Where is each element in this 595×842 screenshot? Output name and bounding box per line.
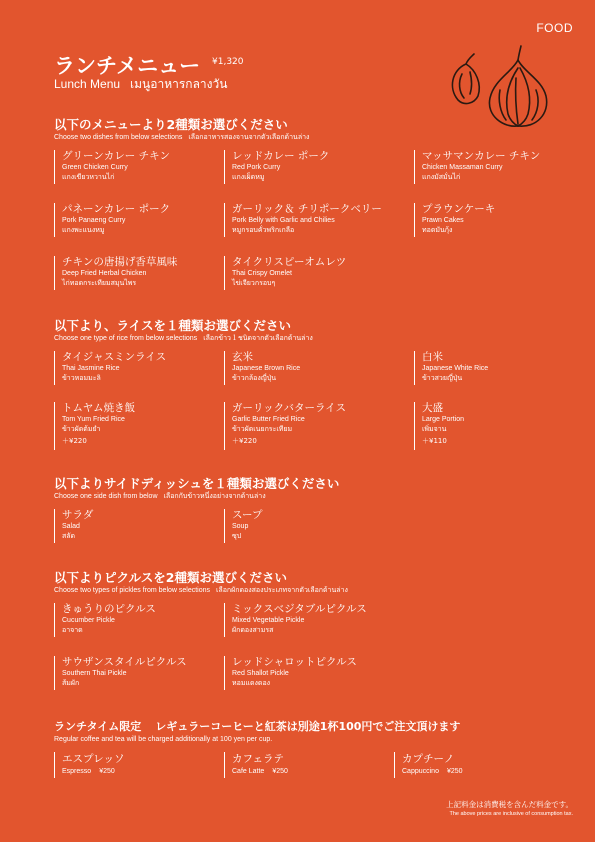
item-name-en: Japanese White Rice <box>422 365 489 372</box>
drink-price: ¥250 <box>272 768 288 775</box>
item-name-jp: レッドカレー ポーク <box>232 150 330 162</box>
drink-item[interactable] <box>224 752 288 778</box>
item-name-jp: マッサマンカレー チキン <box>422 150 541 162</box>
menu-item[interactable] <box>414 351 488 385</box>
page-title: ランチメニュー <box>54 54 201 78</box>
item-name-en: Prawn Cakes <box>422 217 464 224</box>
menu-item[interactable] <box>224 351 300 385</box>
item-name-jp: ミックスベジタブルピクルス <box>232 603 367 615</box>
subtitle-th: เมนูอาหารกลางวัน <box>130 77 228 91</box>
item-name-th: ซุป <box>232 532 242 540</box>
lunch-title-main: ランチタイム限定 <box>54 720 142 733</box>
item-name-th: ผักดองสามรส <box>232 626 274 634</box>
menu-item[interactable] <box>414 150 540 184</box>
item-name-jp: チキンの唐揚げ香草風味 <box>62 256 178 268</box>
lunch-title-note: レギュラーコーヒーと紅茶は別途1杯100円でご注文頂けます <box>155 720 461 733</box>
item-name-th: เพิ่มจาน <box>422 425 447 433</box>
subtitle <box>54 75 227 94</box>
item-name-jp: タイクリスピーオムレツ <box>232 256 347 268</box>
lunch-subtitle: Regular coffee and tea will be charged additionally at 100 yen per cup. <box>54 736 273 743</box>
item-name-en: Thai Crispy Omelet <box>232 270 292 277</box>
item-name-th: หอมแดงดอง <box>232 679 271 687</box>
drink-name-jp: カフェラテ <box>232 753 284 765</box>
subtitle-en: Choose two types of pickles from below selections <box>54 587 211 594</box>
menu-item[interactable] <box>54 603 156 637</box>
item-name-th: ข้าวผัดต้มยำ <box>62 425 101 433</box>
item-name-en: Tom Yum Fried Rice <box>62 416 125 423</box>
menu-item[interactable] <box>414 402 464 450</box>
menu-item[interactable] <box>224 656 357 690</box>
item-name-th: ข้าวหอมมะลิ <box>62 374 101 382</box>
menu-item[interactable] <box>224 509 262 543</box>
item-extra-price: ＋¥220 <box>232 437 257 445</box>
item-name-th: อาจาด <box>62 626 83 634</box>
menu-item[interactable] <box>414 203 495 237</box>
menu-item[interactable] <box>224 603 367 637</box>
tax-note-jp: 上記料金は消費税を含んだ料金です。 <box>446 800 573 809</box>
subtitle-en: Choose two dishes from below selections <box>54 134 183 141</box>
item-name-en: Pork Belly with Garlic and Chilies <box>232 217 335 224</box>
item-name-en: Mixed Vegetable Pickle <box>232 617 305 624</box>
item-name-th: แกงพะแนงหมู <box>62 226 105 234</box>
item-name-en: Cucumber Pickle <box>62 617 115 624</box>
item-name-jp: パネーンカレー ポーク <box>62 203 171 215</box>
section-title: 以下より、ライスを１種類お選びください <box>54 318 292 333</box>
item-name-en: Salad <box>62 523 80 530</box>
lunch-price: ¥1,320 <box>212 57 244 67</box>
menu-item[interactable] <box>224 402 346 450</box>
lunch-title <box>54 720 554 734</box>
item-name-th: สลัด <box>62 532 76 540</box>
item-name-jp: レッドシャロットピクルス <box>232 656 357 668</box>
item-name-jp: 白米 <box>422 351 443 363</box>
item-name-jp: スープ <box>232 509 263 521</box>
item-name-th: ส้มผัก <box>62 679 80 687</box>
item-name-en: Thai Jasmine Rice <box>62 365 120 372</box>
item-name-jp: 大盛 <box>422 402 443 414</box>
tax-note <box>446 800 573 818</box>
menu-item[interactable] <box>224 256 346 290</box>
drink-name-en: Cappuccino <box>402 768 439 775</box>
section-title: 以下のメニューより2種類お選びください <box>54 117 288 132</box>
drink-item[interactable] <box>394 752 463 778</box>
section-pickles <box>54 570 554 693</box>
menu-item[interactable] <box>54 656 187 690</box>
section-title: 以下よりサイドディッシュを１種類お選びください <box>54 476 340 491</box>
subtitle-en: Choose one type of rice from below selections <box>54 335 198 342</box>
menu-item[interactable] <box>54 402 135 450</box>
item-name-th: ไข่เจียวกรอบๆ <box>232 279 276 287</box>
menu-item[interactable] <box>54 351 166 385</box>
drink-name-jp: エスプレッソ <box>62 753 125 765</box>
subtitle-th: เลือกกับข้าวหนึ่งอย่างจากด้านล่าง <box>163 493 266 500</box>
item-name-jp: タイジャスミンライス <box>62 351 167 363</box>
section-rice <box>54 318 554 451</box>
item-name-jp: ガーリックバターライス <box>232 402 347 414</box>
subtitle-en: Lunch Menu <box>54 77 121 91</box>
item-name-en: Large Portion <box>422 416 465 423</box>
subtitle-en: Choose one side dish from below <box>54 493 158 500</box>
section-subtitle <box>54 334 554 344</box>
item-name-en: Southern Thai Pickle <box>62 670 127 677</box>
item-name-en: Pork Panaeng Curry <box>62 217 126 224</box>
item-name-en: Japanese Brown Rice <box>232 365 301 372</box>
item-name-th: ข้าวกล้องญี่ปุ่น <box>232 374 276 382</box>
item-name-en: Chicken Massaman Curry <box>422 164 503 171</box>
item-name-jp: グリーンカレー チキン <box>62 150 171 162</box>
item-extra-price: ＋¥220 <box>62 437 87 445</box>
drink-price: ¥250 <box>446 768 463 775</box>
drink-item[interactable] <box>54 752 124 778</box>
item-name-jp: サラダ <box>62 509 94 521</box>
item-name-th: แกงเขียวหวานไก่ <box>62 173 115 181</box>
item-extra-price: ＋¥110 <box>422 437 447 445</box>
item-name-jp: サウザンスタイルピクルス <box>62 656 187 668</box>
item-name-th: หมูกรอบคั่วพริกเกลือ <box>232 226 295 234</box>
subtitle-th: เลือกผักดองสองประเภทจากตัวเลือกด้านล่าง <box>216 587 348 594</box>
section-subtitle <box>54 586 554 596</box>
item-name-en: Soup <box>232 523 249 530</box>
item-name-th: แกงเผ็ดหมู <box>232 173 265 181</box>
item-name-en: Red Shallot Pickle <box>232 670 289 677</box>
subtitle-th: เลือกข้าว１ชนิดจากตัวเลือกด้านล่าง <box>203 335 313 342</box>
section-lunch-drinks <box>54 720 554 782</box>
food-tag: FOOD <box>536 21 573 35</box>
drink-name-jp: カプチーノ <box>402 753 455 765</box>
item-name-jp: ガーリック＆ チリポークベリー <box>232 203 382 215</box>
item-name-jp: トムヤム焼き飯 <box>62 402 136 414</box>
drink-price: ¥250 <box>99 768 115 775</box>
item-name-en: Green Chicken Curry <box>62 164 128 171</box>
item-name-th: ไก่ทอดกระเทียมสมุนไพร <box>62 279 137 287</box>
section-main-dishes <box>54 117 554 298</box>
drink-name-en: Cafe Latte <box>232 768 265 775</box>
item-name-th: ทอดมันกุ้ง <box>422 226 453 234</box>
item-name-th: ข้าวสวยญี่ปุ่น <box>422 374 463 382</box>
item-name-jp: きゅうりのピクルス <box>62 603 156 615</box>
section-side-dish <box>54 476 554 549</box>
subtitle-th: เลือกอาหารสองจานจากตัวเลือกด้านล่าง <box>188 134 310 141</box>
section-subtitle <box>54 133 554 143</box>
item-name-jp: 玄米 <box>232 351 253 363</box>
section-title: 以下よりピクルスを2種類お選びください <box>54 570 287 585</box>
item-name-jp: プラウンケーキ <box>422 203 496 215</box>
item-name-en: Deep Fried Herbal Chicken <box>62 270 147 277</box>
menu-item[interactable] <box>54 150 170 184</box>
drink-name-en: Espresso <box>62 768 92 775</box>
menu-item[interactable] <box>54 256 177 290</box>
menu-item[interactable] <box>54 509 93 543</box>
section-subtitle <box>54 492 554 502</box>
item-name-en: Red Pork Curry <box>232 164 281 171</box>
tax-note-en: The above prices are inclusive of consumption tax. <box>449 811 573 817</box>
item-name-th: แกงมัสมั่นไก่ <box>422 173 461 181</box>
item-name-th: ข้าวผัดเนยกระเทียม <box>232 425 293 433</box>
menu-item[interactable] <box>224 203 382 237</box>
menu-item[interactable] <box>224 150 329 184</box>
item-name-en: Garlic Butter Fried Rice <box>232 416 305 423</box>
menu-item[interactable] <box>54 203 170 237</box>
